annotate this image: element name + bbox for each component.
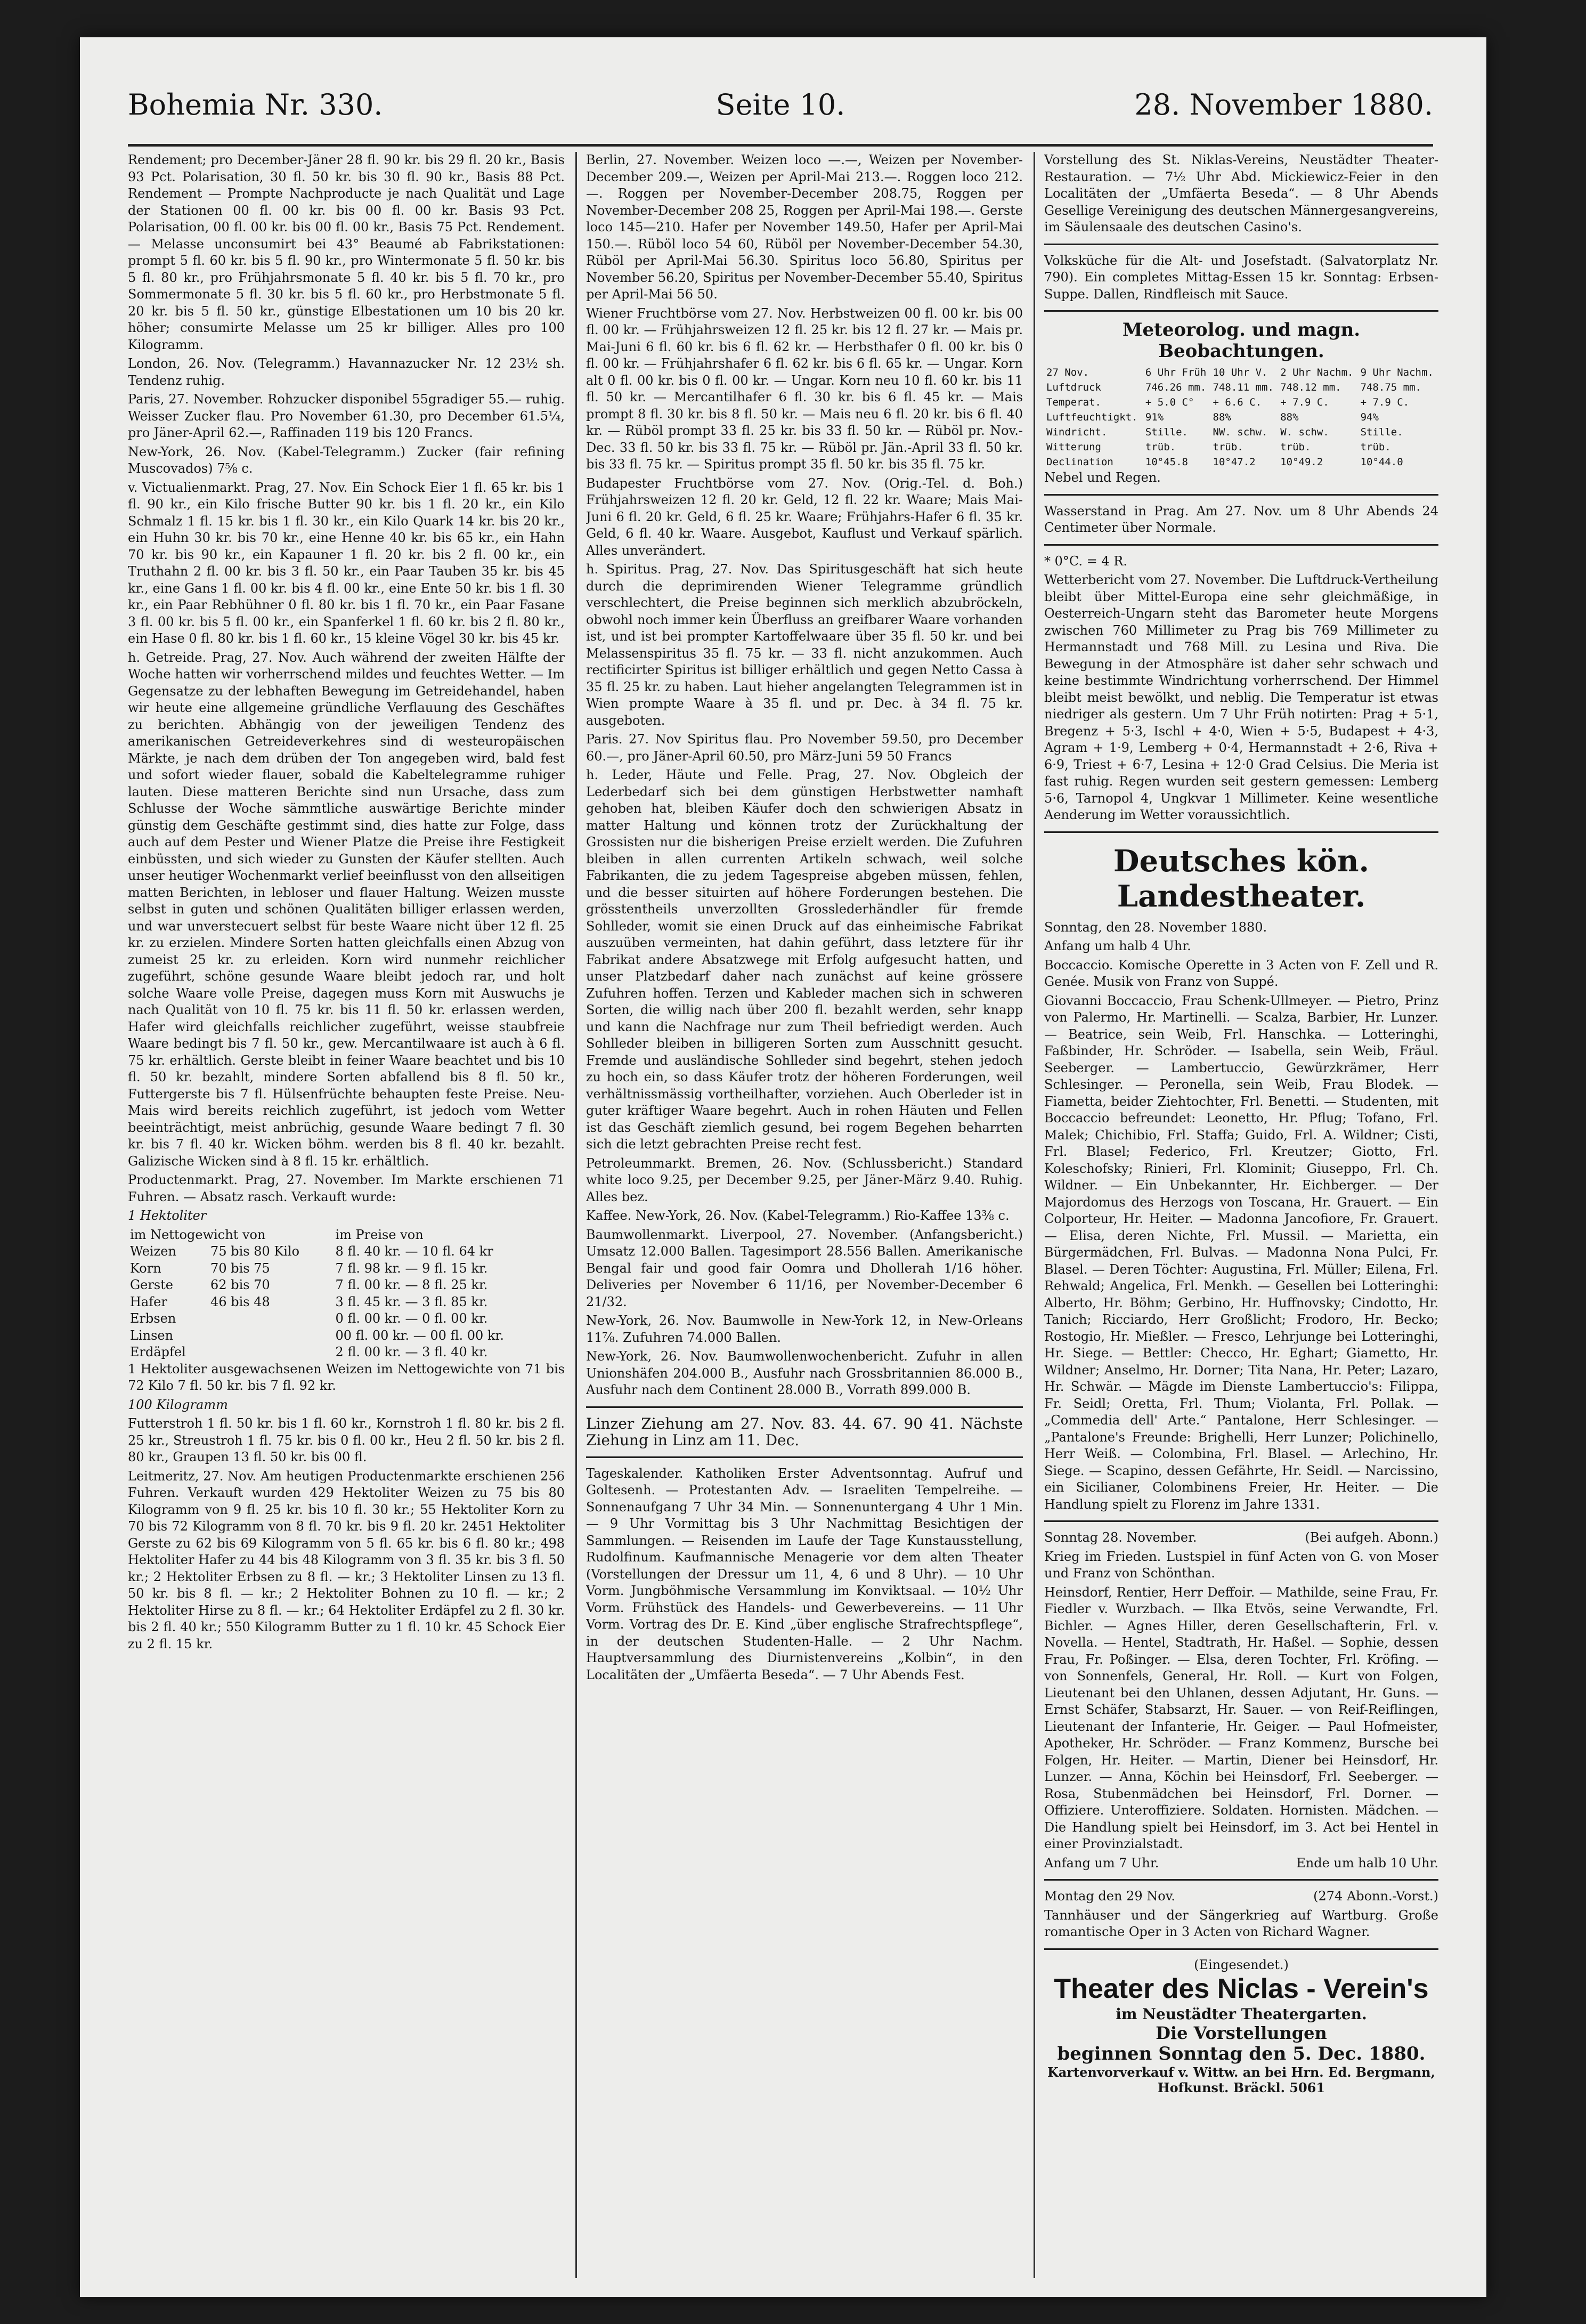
table-cell: + 6.6 C. [1213, 396, 1262, 408]
straw-prices: Futterstroh 1 fl. 50 kr. bis 1 fl. 60 kr., Kornstroh 1 fl. 80 kr. bis 2 fl. 25 kr., Streustroh 1 fl. 75 kr. bis 0 fl. 00 kr., Heu 2 fl. 50 kr. bis 2 fl. 80 kr., Graupen 13 fl. 50 kr. bis 00 fl. [128, 1416, 565, 1464]
spirits-report: h. Spiritus. Prag, 27. Nov. Das Spiritusgeschäft hat sich heute durch die deprimirenden Wiener Telegramme gründlich verschlechtert, die Preise beginnen sich merklich abzubröckeln, obwohl noch immer kein Überfluss an greifbarer Waare vorhanden ist, und ist bei prompter Kartoffelwaare über 35 fl. 50 kr. und bei Melassenspiritus 35 fl. 75 kr. — 33 fl. nicht anzukommen. Auch rectificirter Spiritus ist billiger erhältlich und gegen Netto Cassa à 35 fl. 25 kr. zu haben. Laut hieher angelangten Telegrammen ist in Wien prompte Waare à 35 fl. und pr. Dec. à 34 fl. 75 kr. ausgeboten. [586, 562, 1023, 728]
table-caption: 1 Hektoliter [128, 1208, 207, 1223]
table-cell: NW. schw. [1213, 426, 1268, 438]
coffee-market: Kaffee. New-York, 26. Nov. (Kabel-Telegramm.) Rio-Kaffee 13⅜ c. [586, 1208, 1010, 1223]
table-cell: Luftdruck [1046, 382, 1101, 393]
column-2 [586, 152, 1023, 2278]
table-row [128, 1243, 565, 1260]
play-title: Boccaccio. Komische Operette in 3 Acten von F. Zell und R. Genée. Musik von Franz von Suppé. [1044, 957, 1438, 989]
table-cell: 746.26 mm. [1145, 382, 1207, 393]
performance-date [1044, 1529, 1438, 1546]
grain-report: h. Getreide. Prag, 27. Nov. Auch während der zweiten Hälfte der Woche hatten wir vorherrschend mildes und feuchtes Wetter. — Im Gegensatze zu der lebhaften Bewegung im Getreidehandel, haben wir heute eine allgemeine gründliche Verflauung des Geschäftes zu berichten. Abhängig von der jeweiligen Tendenz des amerikanischen Getreideverkehres sind di westeuropäischen Märkte, je nach dem drüben der Ton angegeben wird, bald fest und sofort wieder flauer, sobald die Kabeltelegramme ruhiger lauten. Diese matteren Berichte sind nun Ursache, dass zum Schlusse der Woche sämmtliche auswärtige Berichte minder günstig dem Geschäfte gestimmt sind, dies hatte zur Folge, dass auch auf dem Pester und Wiener Platze die Preise ihre Festigkeit einbüssten, und sich wieder zu Gunsten der Käufer stellten. Auch unser heutiger Wochenmarkt verlief beeinflusst von den allseitigen matten Berichten, in lebloser und flauer Haltung. Weizen musste selbst in guten und schönen Qualitäten billiger erlassen werden, und war unverstecuert selbst für beste Waare nicht über 12 fl. 25 kr. zu erzielen. Mindere Sorten hatten gleichfalls einen Abzug von zumeist 25 kr. zu erleiden. Korn wird nunmehr reichlicher zugeführt, schöne gesunde Waare bleibt jedoch rar, und holt solche Waare volle Preise, dagegen muss Korn mit Auswuchs je nach Qualität von 10 fl. 75 kr. bis 11 fl. 50 kr. erlassen werden, Hafer wird gleichfalls reichlicher zugeführt, weisse staubfreie Waare bedingt bis 7 fl. 50 kr., gew. Mercantilwaare ist auch à 6 fl. 75 kr. erhältlich. Gerste bleibt in feiner Waare beachtet und bis 10 fl. 50 kr. bezahlt, mindere Sorten abfallend bis 8 fl. 50 kr., Futtergerste bis 7 fl. Hülsenfrüchte behaupten feste Preise. Neu-Mais wird bereits reichlich zugeführt, ist jedoch vom Wetter beeinträchtigt, meist anbrüchig, gesunde Waare bedingt 7 fl. 30 kr. bis 7 fl. 40 kr. Wicken böhm. werden bis 8 fl. 40 kr. bezahlt. Galizische Wicken sind à 8 fl. 15 kr. erhältlich. [128, 650, 565, 1169]
start-time: Anfang um 7 Uhr. [1044, 1855, 1159, 1870]
table-cell: 7 fl. 98 kr. — 9 fl. 15 kr. [335, 1260, 488, 1276]
meteorology-title: Meteorolog. und magn. Beobachtungen. [1122, 319, 1361, 362]
leather-report: h. Leder, Häute und Felle. Prag, 27. Nov. Obgleich der Lederbedarf sich bei dem günstigen Herbstwetter namhaft gehoben hat, bleiben Käufer doch den schwierigen Absatz in matter Haltung und können trotz der Zurückhaltung der Grossisten nur die bisherigen Preise erzielt werden. Die Zufuhren bleiben in allen currenten Artikeln schwach, weil solche Fabrikanten, die zu jedem Tagespreise abgeben müssen, fehlen, und die besser situirten auf höhere Forderungen bestehen. Die grösstentheils unverzollten Grosslederhändler für fremde Sohlleder, womit sie einen Druck auf das einheimische Fabrikat auszuüben vermeinten, hat dahin geführt, dass letztere für ihr Fabrikat andere Absatzwege mit Erfolg aufgesucht hatten, und unser Platzbedarf daher nach zunächst auf keine grössere Zufuhren hoffen. Terzen und Kableder machen sich in schweren Sorten, die willig nach über 200 fl. bezahlt werden, sehr knapp und kann die Nachfrage nur zum Theil befriedigt werden. Auch Sohlleder bleiben in billigeren Sorten zum Ausschnitt gesucht. Fremde und ausländische Sohlleder sind begehrt, stehen jedoch zu hoch ein, so dass Käufer trotz der höheren Forderungen, weil verhältnissmässig vortheilhafter, vorziehen. Auch Oberleder ist in guter kräftiger Waare begehrt. Auch in rohen Häuten und Fellen ist das Geschäft ziemlich gesund, bei rogem Begehen beharrten sich die letzt gebrachten Preise recht fest. [586, 767, 1023, 1152]
section-rule [1044, 494, 1438, 496]
table-cell: 70 bis 75 [210, 1260, 270, 1276]
table-header-row [1044, 365, 1438, 380]
table-cell: 00 fl. 00 kr. — 00 fl. 00 kr. [335, 1327, 504, 1343]
table-cell [208, 1327, 333, 1345]
produce-price-table [128, 1227, 565, 1361]
petroleum-market: Petroleummarkt. Bremen, 26. Nov. (Schlussbericht.) Standard white loco 9.25, per December 9.25, per Jäner-März 9.40. Ruhig. Alles bez. [586, 1155, 1023, 1204]
cotton-weekly: New-York, 26. Nov. Baumwollenwochenbericht. Zufuhr in allen Unionshäfen 204.000 B., Ausfuhr nach Grossbritannien 86.000 B., Ausfuhr nach dem Continent 28.000 B., Vorrath 899.000 B. [586, 1349, 1023, 1397]
table-cell: 2 fl. 00 kr. — 3 fl. 40 kr. [335, 1345, 488, 1359]
london-sugar: London, 26. Nov. (Telegramm.) Havannazucker Nr. 12 23½ sh. Tendenz ruhig. [128, 356, 565, 388]
ad-title: Theater des Niclas - Verein's [1054, 1973, 1429, 2004]
table-cell: 748.75 mm. [1360, 382, 1421, 393]
water-level: Wasserstand in Prag. Am 27. Nov. um 8 Uhr Abends 24 Centimeter über Normale. [1044, 503, 1438, 535]
table-header-row [128, 1227, 565, 1244]
table-header-cell: 27 Nov. [1046, 367, 1089, 378]
table-cell [208, 1310, 333, 1327]
table-cell: Temperat. [1046, 396, 1101, 408]
meteorology-table [1044, 365, 1438, 469]
table-header-cell: 6 Uhr Früh [1145, 367, 1207, 378]
table-cell: 46 bis 48 [210, 1294, 270, 1309]
table-cell: Gerste [130, 1277, 174, 1292]
public-kitchen: Volksküche für die Alt- und Josefstadt. (Salvatorplatz Nr. 790). Ein completes Mittag-Essen 15 kr. Sonntag: Erbsen-Suppe. Dallen, Rindfleisch mit Sauce. [1044, 253, 1438, 302]
table-cell: Witterung [1046, 441, 1101, 453]
table-header-cell: im Nettogewicht von [130, 1227, 266, 1242]
weather-note: Nebel und Regen. [1044, 470, 1161, 485]
table-cell: 94% [1360, 411, 1379, 423]
table-cell: 8 fl. 40 kr. — 10 fl. 64 kr [335, 1244, 493, 1259]
table-cell: + 7.9 C. [1360, 396, 1410, 408]
weather-report: Wetterbericht vom 27. November. Die Luftdruck-Vertheilung bleibt über Mittel-Europa eine sehr gleichmäßige, in Oesterreich-Ungarn steht das Barometer heute Morgens zwischen 760 Millimeter zu Prag bis 769 Millimeter zu Hermannstadt und 768 Mill. zu Lesina und Riva. Die Bewegung in der Atmosphäre ist daher sehr schwach und keine bestimmte Windrichtung vorherrschend. Der Himmel bleibt meist bewölkt, und neblig. Die Temperatur ist etwas niedriger als gestern. Um 7 Uhr Früh notirten: Prag + 5·1, Bregenz + 5·3, Ischl + 4·0, Wien + 5·5, Budapest + 4·3, Agram + 1·9, Lemberg + 0·4, Hermannstadt + 2·6, Riva + 6·9, Triest + 6·7, Lesina + 12·0 Grad Celsius. Die Meria ist fast ruhig. Regen wurden seit gestern gemessen: Lemberg 5·6, Tarnopol 4, Ungkvar 1 Millimeter. Keine wesentliche Aenderung im Wetter voraussichtlich. [1044, 572, 1438, 822]
ad-line: Kartenvorverkauf v. Wittw. an bei Hrn. Ed. Bergmann, Hofkunst. Bräckl. 5061 [1047, 2064, 1435, 2095]
play-title: Tannhäuser und der Sängerkrieg auf Wartburg. Große romantische Oper in 3 Acten von Richard Wagner. [1044, 1907, 1438, 1939]
table-row [1044, 440, 1438, 455]
table-row [128, 1260, 565, 1277]
table-cell: 0 fl. 00 kr. — 0 fl. 00 kr. [335, 1311, 488, 1326]
section-rule [1044, 1520, 1438, 1522]
section-rule [1044, 544, 1438, 546]
performance-date [1044, 1888, 1438, 1905]
table-cell: 10°49.2 [1280, 456, 1323, 468]
vienna-grain-exchange: Wiener Fruchtbörse vom 27. Nov. Herbstweizen 00 fl. 00 kr. bis 00 fl. 00 kr. — Frühjahrsweizen 12 fl. 25 kr. bis 12 fl. 27 kr. — Mais pr. Mai-Juni 6 fl. 60 kr. bis 6 fl. 62 kr. — Herbsthafer 0 fl. 00 kr. bis 0 fl. 00 kr. — Frühjahrshafer 6 fl. 62 kr. bis 6 fl. 65 kr. — Ungar. Korn alt 0 fl. 00 kr. bis 0 fl. 00 kr. — Ungar. Korn neu 10 fl. 60 kr. bis 11 fl. 50 kr. — Mercantilhafer 6 fl. 30 kr. bis 6 fl. 45 kr. — Mais prompt 8 fl. 30 kr. bis 8 fl. 50 kr. — Mais neu 6 fl. 20 kr. bis 6 fl. 40 kr. — Rüböl prompt 33 fl. 25 kr. bis 33 fl. 50 kr. — Rüböl pr. Nov.-Dec. 33 fl. 50 kr. bis 33 fl. 75 kr. — Rüböl pr. Jän.-April 33 fl. 50 kr. bis 33 fl. 75 kr. — Spiritus prompt 35 fl. 50 kr. bis 35 fl. 75 kr. [586, 305, 1023, 472]
subscription-note: (274 Abonn.-Vorst.) [1313, 1889, 1438, 1904]
table-header-cell: 10 Uhr V. [1213, 367, 1268, 378]
table-row [1044, 395, 1438, 410]
cast-list: Heinsdorf, Rentier, Herr Deffoir. — Mathilde, seine Frau, Fr. Fiedler v. Wurzbach. — Ilka Etvös, seine Verwandte, Frl. Bichler. — Agnes Hiller, deren Gesellschafterin, Frl. v. Novella. — Hentel, Stadtrath, Hr. Haßel. — Sophie, dessen Frau, Fr. Poßinger. — Elsa, deren Tochter, Frl. Kröfing. — von Sonnenfels, General, Hr. Roll. — Kurt von Folgen, Lieutenant bei den Uhlanen, dessen Adjutant, Hr. Guns. — Ernst Schäfer, Stabsarzt, Hr. Sauer. — von Reif-Reiflingen, Lieutenant der Infanterie, Hr. Geiger. — Paul Hofmeister, Apotheker, Hr. Schröder. — Franz Kommenz, Bursche bei Folgen, Hr. Heiter. — Martin, Diener bei Heinsdorf, Hr. Lunzer. — Anna, Köchin bei Heinsdorf, Frl. Seeberger. — Rosa, Stubenmädchen bei Heinsdorf, Frl. Dorner. — Offiziere. Unteroffiziere. Soldaten. Hornisten. Mädchen. — Die Handlung spielt bei Heinsdorf, im 3. Act bei Hentel in einer Provinzialstadt. [1044, 1584, 1438, 1851]
ad-line: Die Vorstellungen [1156, 2022, 1327, 2043]
table-cell: + 7.9 C. [1280, 396, 1329, 408]
page-header [128, 88, 1433, 136]
table-cell: Erdäpfel [130, 1345, 186, 1359]
table-cell: 91% [1145, 411, 1164, 423]
table-cell: W. schw. [1280, 426, 1329, 438]
table-cell: Korn [130, 1260, 161, 1276]
table-cell: 10°45.8 [1145, 456, 1188, 468]
page-number: Seite 10. [715, 88, 845, 122]
date-text: Sonntag 28. November. [1044, 1530, 1197, 1545]
subscription-note: (Bei aufgeh. Abonn.) [1305, 1530, 1438, 1545]
table-cell: Linsen [130, 1327, 174, 1343]
column-divider [575, 152, 577, 2278]
table-cell: 88% [1213, 411, 1231, 423]
newspaper-page [80, 37, 1486, 2297]
table-cell: 3 fl. 45 kr. — 3 fl. 85 kr. [335, 1294, 488, 1309]
cotton-newyork: New-York, 26. Nov. Baumwolle in New-York 12, in New-Orleans 11⅞. Zufuhren 74.000 Ballen. [586, 1313, 1023, 1345]
column-divider [1034, 152, 1035, 2278]
section-rule [1044, 1948, 1438, 1950]
table-cell: Weizen [130, 1244, 176, 1259]
table-row [1044, 425, 1438, 440]
paris-sugar: Paris, 27. November. Rohzucker disponibel 55gradiger 55.— ruhig. Weisser Zucker flau. Pro November 61.30, pro December 61.5¼, pro Jäner-April 62.—, Raffinaden 119 bis 120 Francs. [128, 392, 565, 440]
linz-lottery: Linzer Ziehung am 27. Nov. 83. 44. 67. 90 41. Nächste Ziehung in Linz am 11. Dec. [586, 1414, 1023, 1449]
table-row [1044, 410, 1438, 425]
table-row [128, 1344, 565, 1361]
ad-line: beginnen Sonntag den 5. Dec. 1880. [1057, 2043, 1426, 2064]
table-cell: + 5.0 C° [1145, 396, 1194, 408]
end-time: Ende um halb 10 Uhr. [1296, 1855, 1438, 1870]
section-rule [1044, 1879, 1438, 1881]
date-text: Montag den 29 Nov. [1044, 1889, 1176, 1904]
table-cell: 10°47.2 [1213, 456, 1256, 468]
table-cell: trüb. [1280, 441, 1311, 453]
table-cell: Hafer [130, 1294, 167, 1309]
section-rule [1044, 310, 1438, 312]
advertisement [1044, 1957, 1438, 2095]
cotton-liverpool: Baumwollenmarkt. Liverpool, 27. November. (Anfangsbericht.) Umsatz 12.000 Ballen. Tagesimport 28.556 Ballen. Amerikanische Bengal fair und good fair Oomra und Dhollerah 1/16 höher. Deliveries per November 6 11/16, per November-December 6 21/32. [586, 1227, 1023, 1309]
table-cell: 10°44.0 [1360, 456, 1403, 468]
sugar-report: Rendement; pro December-Jäner 28 fl. 90 kr. bis 29 fl. 20 kr., Basis 93 Pct. Polarisation, 30 fl. 50 kr. bis 30 fl. 90 kr., Basis 88 Pct. Rendement — Prompte Nachproducte je nach Qualität und Lage der Stationen 00 fl. 00 kr. bis 00 fl. 00 kr. Basis 93 Pct. Polarisation, 00 fl. 00 kr. bis 00 fl. 00 kr., Basis 75 Pct. Rendement. — Melasse unconsumirt bei 43° Beaumé ab Fabrikstationen: prompt 5 fl. 60 kr. bis 5 fl. 90 kr., pro Wintermonate 5 fl. 50 kr. bis 5 fl. 80 kr., pro Frühjahrsmonate 5 fl. 40 kr. bis 5 fl. 70 kr., pro Sommermonate 5 fl. 30 kr. bis 5 fl. 60 kr., pro Herbstmonate 5 fl. 20 kr. bis 5 fl. 50 kr., günstige Elbestationen um 10 bis 20 kr. höher; consumirte Melasse um 25 kr billiger. Alles pro 100 Kilogramm. [128, 152, 565, 352]
ad-label: (Eingesendet.) [1194, 1957, 1289, 1972]
column-3 [1044, 152, 1438, 2278]
table-header-cell: 9 Uhr Nachm. [1360, 367, 1434, 378]
table-cell: Erbsen [130, 1311, 176, 1326]
section-rule [1044, 244, 1438, 245]
performance-start: Anfang um halb 4 Uhr. [1044, 938, 1191, 953]
leitmeritz-market: Leitmeritz, 27. Nov. Am heutigen Productenmarkte erschienen 256 Fuhren. Verkauft wurden 429 Hektoliter Weizen zu 75 bis 80 Kilogramm von 9 fl. 25 kr. bis 10 fl. 30 kr.; 55 Hektoliter Korn zu 70 bis 72 Kilogramm von 8 fl. 70 kr. bis 9 fl. 20 kr. 2451 Hektoliter Gerste zu 62 bis 69 Kilogramm von 5 fl. 65 kr. bis 6 fl. 80 kr.; 498 Hektoliter Hafer zu 44 bis 48 Kilogramm von 3 fl. 35 kr. bis 3 fl. 50 kr.; 2 Hektoliter Erbsen zu 8 fl. — kr.; 3 Hektoliter Linsen zu 13 fl. 50 kr. bis 8 fl. — kr.; 2 Hektoliter Bohnen zu 10 fl. — kr.; 2 Hektoliter Hirse zu 8 fl. — kr.; 64 Hektoliter Erdäpfel zu 2 fl. 30 kr. bis 2 fl. 40 kr.; 550 Kilogramm Butter zu 1 fl. 10 kr. 45 Schock Eier zu 2 fl. 15 kr. [128, 1468, 565, 1651]
table-row [128, 1277, 565, 1294]
table-cell: Declination [1046, 456, 1113, 468]
newyork-sugar: New-York, 26. Nov. (Kabel-Telegramm.) Zucker (fair refining Muscovados) 7⅝ c. [128, 444, 565, 476]
table-row [1044, 455, 1438, 469]
table-row [128, 1310, 565, 1327]
column-1 [128, 152, 565, 2278]
section-rule [586, 1406, 1023, 1408]
table-cell: trüb. [1360, 441, 1391, 453]
table-cell: Stille. [1360, 426, 1403, 438]
table-cell: Stille. [1145, 426, 1188, 438]
section-rule [1044, 831, 1438, 833]
table-row [128, 1294, 565, 1311]
ad-subtitle: im Neustädter Theatergarten. [1116, 2005, 1367, 2023]
table-cell: trüb. [1213, 441, 1243, 453]
table-header-cell: 2 Uhr Nachm. [1280, 367, 1354, 378]
table-row [1044, 380, 1438, 395]
table-cell: Luftfeuchtigkt. [1046, 411, 1138, 423]
table-row [128, 1327, 565, 1345]
table-caption: 100 Kilogramm [128, 1397, 228, 1412]
day-calendar: Tageskalender. Katholiken Erster Adventsonntag. Aufruf und Goltesenh. — Protestanten Adv. — Israeliten Tempelreihe. — Sonnenaufgang 7 Uhr 34 Min. — Sonnenuntergang 4 Uhr 1 Min. — 9 Uhr Vormittag bis 3 Uhr Nachmittag Besichtigen der Sammlungen. — Reisenden im Laufe der Tage Kunstausstellung, Rudolfinum. Kaufmannische Menagerie vor dem alten Theater (Vorstellungen der Dressur um 11, 4, 6 und 8 Uhr). — 10 Uhr Vorm. Jungböhmische Versammlung im Konviktsaal. — 10½ Uhr Vorm. Frühstück des Handels- und Gewerbevereins. — 11 Uhr Vorm. Vortrag des Dr. E. Kind „über englische Strafrechtspflege“, in der deutschen Studenten-Halle. — 2 Uhr Nachm. Hauptversammlung des Diurnistenvereins „Kolbin“, in den Localitäten der „Umfäerta Beseda“. — 7 Uhr Abends Fest. [586, 1465, 1023, 1682]
table-cell: 88% [1280, 411, 1299, 423]
produce-market: Productenmarkt. Prag, 27. November. Im Markte erschienen 71 Fuhren. — Absatz rasch. Verkauft wurde: [128, 1172, 565, 1204]
table-cell: 75 bis 80 Kilo [210, 1244, 300, 1259]
theater-title: Deutsches kön. Landestheater. [1113, 843, 1370, 914]
paper-title: Bohemia Nr. 330. [128, 88, 383, 122]
budapest-grain-exchange: Budapester Fruchtbörse vom 27. Nov. (Orig.-Tel. d. Boh.) Frühjahrsweizen 12 fl. 20 kr. Geld, 12 fl. 22 kr. Waare; Mais Mai-Juni 6 fl. 20 kr. Geld, 6 fl. 25 kr. Waare; Frühjahrs-Hafer 6 fl. 35 kr. Geld, 6 fl. 40 kr. Waare. Ausgebot, Kauflust und Verkauf spärlich. Alles unverändert. [586, 475, 1023, 558]
play-title: Krieg im Frieden. Lustspiel in fünf Acten von G. von Moser und Franz von Schönthan. [1044, 1549, 1438, 1581]
temperature-note: * 0°C. = 4 R. [1044, 553, 1127, 569]
performance-date: Sonntag, den 28. November 1880. [1044, 919, 1267, 935]
cast-list: Giovanni Boccaccio, Frau Schenk-Ullmeyer. — Pietro, Prinz von Palermo, Hr. Martinelli. — Scalza, Barbier, Hr. Lunzer. — Beatrice, sein Weib, Frl. Hanschka. — Lotteringhi, Faßbinder, Hr. Schröder. — Isabella, sein Weib, Fräul. Seeberger. — Lambertuccio, Gewürzkrämer, Herr Schlesinger. — Peronella, sein Weib, Frau Blodek. — Fiametta, beider Ziehtochter, Frl. Benetti. — Studenten, mit Boccaccio befreundet: Leonetto, Hr. Pflug; Tofano, Frl. Malek; Chichibio, Frl. Staffa; Guido, Frl. A. Wildner; Cisti, Frl. Blasel; Federico, Frl. Kreutzer; Giotto, Frl. Koleschofsky; Rinieri, Frl. Klominit; Giuseppo, Frl. Ch. Wildner. — Ein Unbekannter, Hr. Eichberger. — Der Majordomus des Herzogs von Toscana, Hr. Grauert. — Ein Colporteur, Hr. Heiter. — Madonna Jancofiore, Fr. Grauert. — Elisa, deren Nichte, Frl. Mussil. — Marietta, ein Bürgermädchen, Frl. Bulvas. — Madonna Nona Pulci, Fr. Blasel. — Deren Töchter: Augustina, Frl. Müller; Eilena, Frl. Rehwald; Angelica, Frl. Menkh. — Gesellen bei Lotteringhi: Alberto, Hr. Böhm; Gerbino, Hr. Huffnovsky; Cindotto, Hr. Tanich; Ricciardo, Herr Großlicht; Frodoro, Hr. Becko; Rostogio, Hr. Mießler. — Fresco, Lehrjunge bei Lotteringhi, Hr. Siege. — Bettler: Checco, Hr. Eghart; Giametto, Hr. Wildner; Anselmo, Hr. Dorner; Tita Nana, Hr. Peter; Lazaro, Hr. Schwär. — Mägde im Dienste Lambertuccio's: Filippa, Fr. Seidl; Oretta, Frl. Thum; Violanta, Frl. Pollak. — „Commedia dell' Arte.“ Pantalone, Herr Schlesinger. — „Pantalone's Freunde: Brighelli, Herr Lunzer; Polichinello, Herr Weiß. — Colombina, Frl. Blasel. — Arlechino, Hr. Siege. — Scapino, dessen Gefährte, Hr. Seidl. — Narcissino, ein Sicilianer, Colombinens Freier, Hr. Heiter. — Die Handlung spielt zu Florenz im Jahre 1331. [1044, 993, 1438, 1512]
table-header-cell: im Preise von [335, 1227, 424, 1242]
victuals-market: v. Victualienmarkt. Prag, 27. Nov. Ein Schock Eier 1 fl. 65 kr. bis 1 fl. 90 kr., ein Kilo frische Butter 90 kr. bis 1 fl. 20 kr., ein Kilo Schmalz 1 fl. 15 kr. bis 1 fl. 30 kr., ein Kilo Quark 14 kr. bis 20 kr., ein Huhn 30 kr. bis 70 kr., eine Henne 40 kr. bis 65 kr., ein Hahn 70 kr. bis 90 kr., ein Kapauner 1 fl. 20 kr. bis 2 fl. 00 kr., ein Truthahn 2 fl. 00 kr. bis 3 fl. 50 kr., ein Paar Tauben 35 kr. bis 45 kr., eine Gans 1 fl. 00 kr. bis 4 fl. 00 kr., eine Ente 50 kr. bis 1 fl. 30 kr., ein Paar Rebhühner 0 fl. 80 kr. bis 1 fl. 70 kr., ein Paar Fasane 3 fl. 00 kr. bis 5 fl. 00 kr., ein Spanferkel 1 fl. 60 kr. bis 2 fl. 80 kr., ein Hase 0 fl. 80 kr. bis 1 fl. 60 kr., 15 kleine Vögel 30 kr. bis 45 kr. [128, 480, 565, 646]
berlin-market: Berlin, 27. November. Weizen loco —.—, Weizen per November-December 209.—, Weizen per April-Mai 213.—. Roggen loco 212.—. Roggen per November-December 208.75, Roggen per November-December 208 25, Roggen per April-Mai 198.—. Gerste loco 145—210. Hafer per November 149.50, Hafer per April-Mai 150.—. Rüböl loco 54 60, Rüböl per November-December 54.30, Rüböl per April-Mai 56.30. Spiritus loco 56.80, Spiritus per November 56.20, Spiritus per November-December 55.40, Spiritus per April-Mai 56 50. [586, 152, 1023, 302]
header-rule [128, 144, 1433, 147]
issue-date: 28. November 1880. [1134, 88, 1433, 122]
table-cell: 748.12 mm. [1280, 382, 1341, 393]
table-cell: 62 bis 70 [210, 1277, 270, 1292]
table-cell: trüb. [1145, 441, 1176, 453]
table-cell: 7 fl. 00 kr. — 8 fl. 25 kr. [335, 1277, 488, 1292]
performance-times [1044, 1855, 1438, 1872]
paris-spirits: Paris. 27. Nov Spiritus flau. Pro November 59.50, pro December 60.—, pro Jäner-April 60.50, pro März-Juni 59 50 Francs [586, 732, 1023, 764]
section-rule [586, 1456, 1023, 1458]
evening-events: Vorstellung des St. Niklas-Vereins, Neustädter Theater-Restauration. — 7½ Uhr Abd. Mickiewicz-Feier in den Localitäten der „Umfäerta Beseda“. — 8 Uhr Abends Gesellige Vereinigung des deutschen Männergesangvereins, im Säulensaale des deutschen Casino's. [1044, 152, 1438, 234]
table-cell: 748.11 mm. [1213, 382, 1274, 393]
sprouted-wheat-note: 1 Hektoliter ausgewachsenen Weizen im Nettogewichte von 71 bis 72 Kilo 7 fl. 50 kr. bis 7 fl. 92 kr. [128, 1361, 565, 1393]
table-cell: Windricht. [1046, 426, 1108, 438]
table-cell [208, 1344, 333, 1361]
